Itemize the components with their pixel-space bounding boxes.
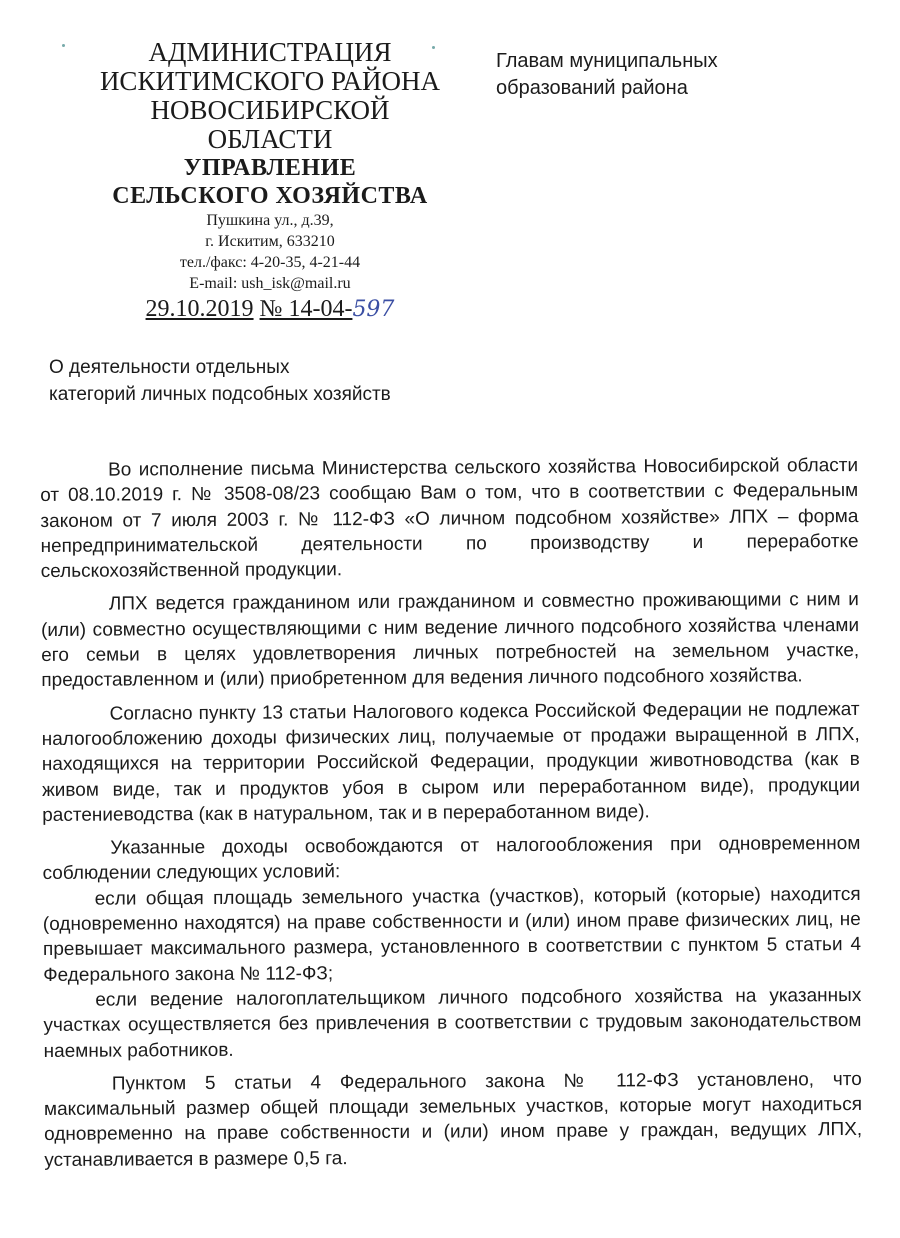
document-number: № 14-04-	[259, 296, 353, 322]
body-paragraph: Согласно пункту 13 статьи Налогового кодекса Российской Федерации не подлежат налогообложению доходы физических лиц, получаемые от продажи выращенной в ЛПХ, находящихся на территории Российской Федерации, продукции животноводства (как в живом виде, так и продуктов убоя в сыром или переработанном виде), продукции растениеводства (как в натуральном, так и в переработанном виде).	[41, 698, 861, 826]
addressee	[496, 48, 856, 102]
address-line: Пушкина ул., д.39,	[206, 212, 334, 229]
email-line: E-mail: ush_isk@mail.ru	[189, 275, 351, 292]
org-name-line: НОВОСИБИРСКОЙ ОБЛАСТИ	[150, 95, 390, 154]
org-name-line: ИСКИТИМСКОГО РАЙОНА	[99, 66, 441, 96]
document-reference	[90, 296, 450, 323]
body-paragraph: если общая площадь земельного участка (участков), который (которые) находится (одновременно находятся) на праве собственности и (или) ином праве физических лиц, не превышает максимального размера, установленного в соответствии с пунктом 5 статьи 4 Федерального закона № 112-ФЗ;	[42, 883, 862, 986]
body-paragraph: Во исполнение письма Министерства сельского хозяйства Новосибирской области от 08.10.2019 г. № 3508-08/23 сообщаю Вам о том, что в соответствии с Федеральным законом от 7 июля 2003 г. № 112-ФЗ «О личном подсобном хозяйстве» ЛПХ – форма непредпринимательской деятельности по производству и переработке сельскохозяйственной продукции.	[40, 455, 859, 583]
body-paragraph: если ведение налогоплательщиком личного подсобного хозяйства на указанных участках осуществляется без привлечения в соответствии с трудовым законодательством наемных работников.	[43, 984, 862, 1062]
document-date: 29.10.2019	[145, 296, 254, 322]
scan-speck	[62, 44, 65, 47]
subject-line: О деятельности отдельных	[49, 357, 290, 378]
addressee-line: образований района	[496, 77, 688, 99]
body-paragraph: ЛПХ ведется гражданином или гражданином и совместно проживающими с ним и (или) совместно осуществляющими с ним ведение личного подсобного хозяйства членами его семьи в целях удовлетворения личных потребностей на земельном участке, предоставленном и (или) приобретенном для ведения личного подсобного хозяйства.	[40, 589, 860, 692]
letterhead	[90, 38, 450, 323]
phone-line: тел./факс: 4-20-35, 4-21-44	[179, 254, 361, 271]
dept-name-line: СЕЛЬСКОГО ХОЗЯЙСТВА	[112, 183, 428, 209]
address-line: г. Искитим, 633210	[205, 233, 335, 250]
body-paragraph: Пунктом 5 статьи 4 Федерального закона № 112-ФЗ установлено, что максимальный размер общей площади земельных участков, которые могут находиться одновременно на праве собственности и (или) ином праве у граждан, ведущих ЛПХ, устанавливается в размере 0,5 га.	[43, 1068, 863, 1171]
handwritten-number: 597	[352, 297, 395, 322]
letter-subject	[49, 354, 489, 408]
subject-line: категорий личных подсобных хозяйств	[49, 384, 391, 405]
org-name-line: АДМИНИСТРАЦИЯ	[148, 37, 392, 67]
body-paragraph: Указанные доходы освобождаются от налогообложения при одновременном соблюдении следующих условий:	[42, 833, 861, 885]
dept-name-line: УПРАВЛЕНИЕ	[183, 155, 357, 181]
addressee-line: Главам муниципальных	[496, 50, 718, 72]
letter-body	[40, 453, 862, 1173]
